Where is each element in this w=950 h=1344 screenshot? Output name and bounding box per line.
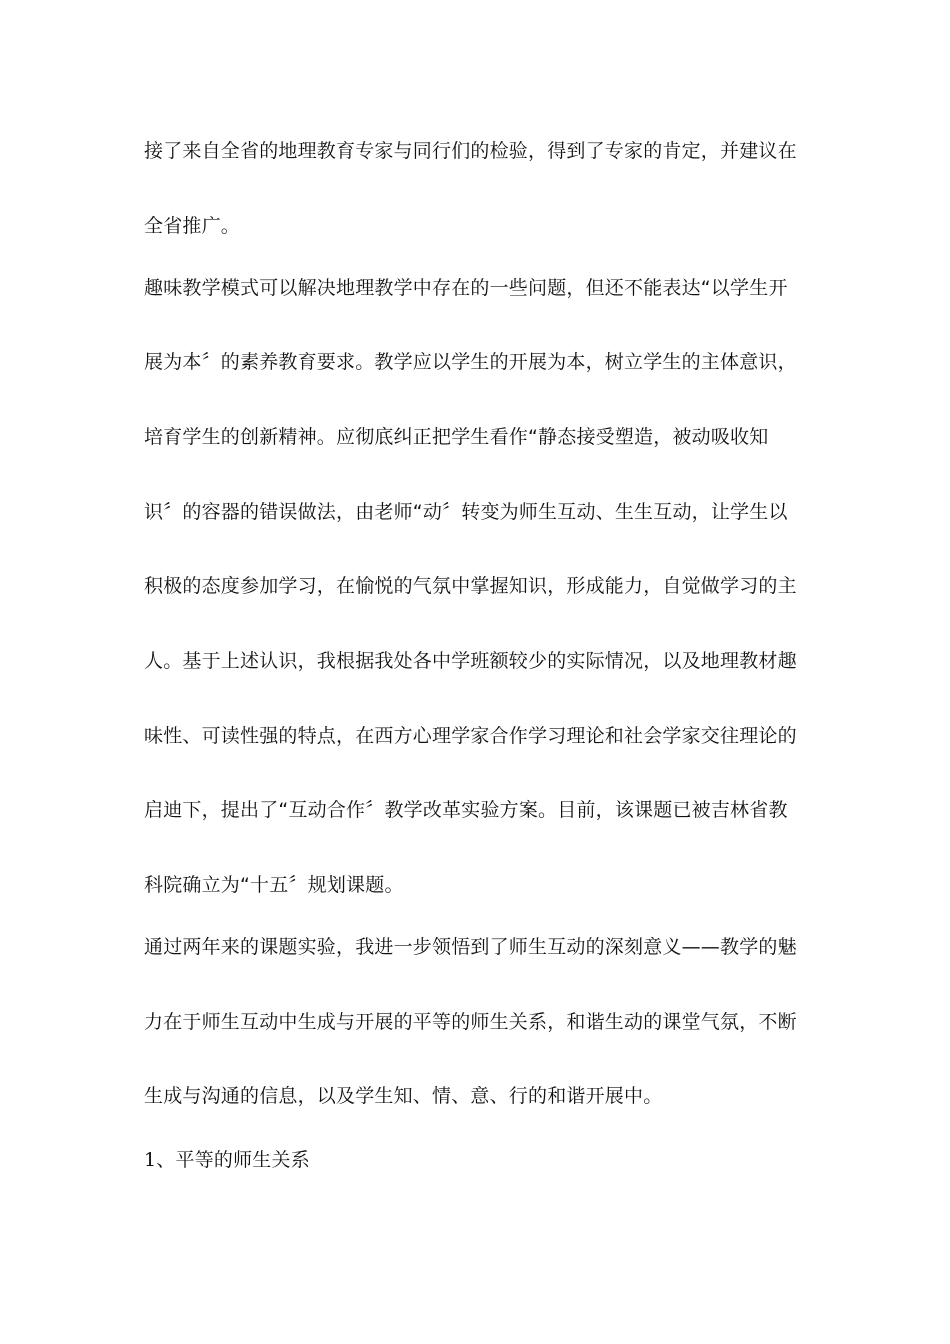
paragraph-1-line-2: 全省推广。 [144, 215, 241, 237]
paragraph-2-line-5: 积极的态度参加学习，在愉悦的气氛中掌握知识，形成能力，自觉做学习的主 [144, 575, 797, 597]
paragraph-3-line-2: 力在于师生互动中生成与开展的平等的师生关系，和谐生动的课堂气氛，不断 [144, 1011, 797, 1033]
paragraph-3-line-1: 通过两年来的课题实验，我进一步领悟到了师生互动的深刻意义——教学的魅 [144, 936, 797, 958]
paragraph-2-line-9: 科院确立为“十五〞规划课题。 [144, 874, 404, 896]
paragraph-1-line-1: 接了来自全省的地理教育专家与同行们的检验，得到了专家的肯定，并建议在 [144, 140, 797, 162]
paragraph-2-line-2: 展为本〞的素养教育要求。教学应以学生的开展为本，树立学生的主体意识， [144, 351, 797, 373]
paragraph-2-line-8: 启迪下，提出了“互动合作〞教学改革实验方案。目前，该课题已被吉林省教 [144, 799, 788, 821]
paragraph-3-line-3: 生成与沟通的信息，以及学生知、情、意、行的和谐开展中。 [144, 1085, 663, 1107]
paragraph-2-line-6: 人。基于上述认识，我根据我处各中学班额较少的实际情况，以及地理教材趣 [144, 650, 797, 672]
paragraph-2-line-7: 味性、可读性强的特点，在西方心理学家合作学习理论和社会学家交往理论的 [144, 725, 797, 747]
paragraph-2-line-3: 培育学生的创新精神。应彻底纠正把学生看作“静态接受塑造，被动吸收知 [144, 426, 769, 448]
paragraph-2-line-4: 识〞的容器的错误做法，由老师“动〞转变为师生互动、生生互动，让学生以 [144, 501, 788, 523]
paragraph-2-line-1: 趣味教学模式可以解决地理教学中存在的一些问题，但还不能表达“以学生开 [144, 277, 788, 299]
section-heading: 1、平等的师生关系 [144, 1149, 310, 1171]
